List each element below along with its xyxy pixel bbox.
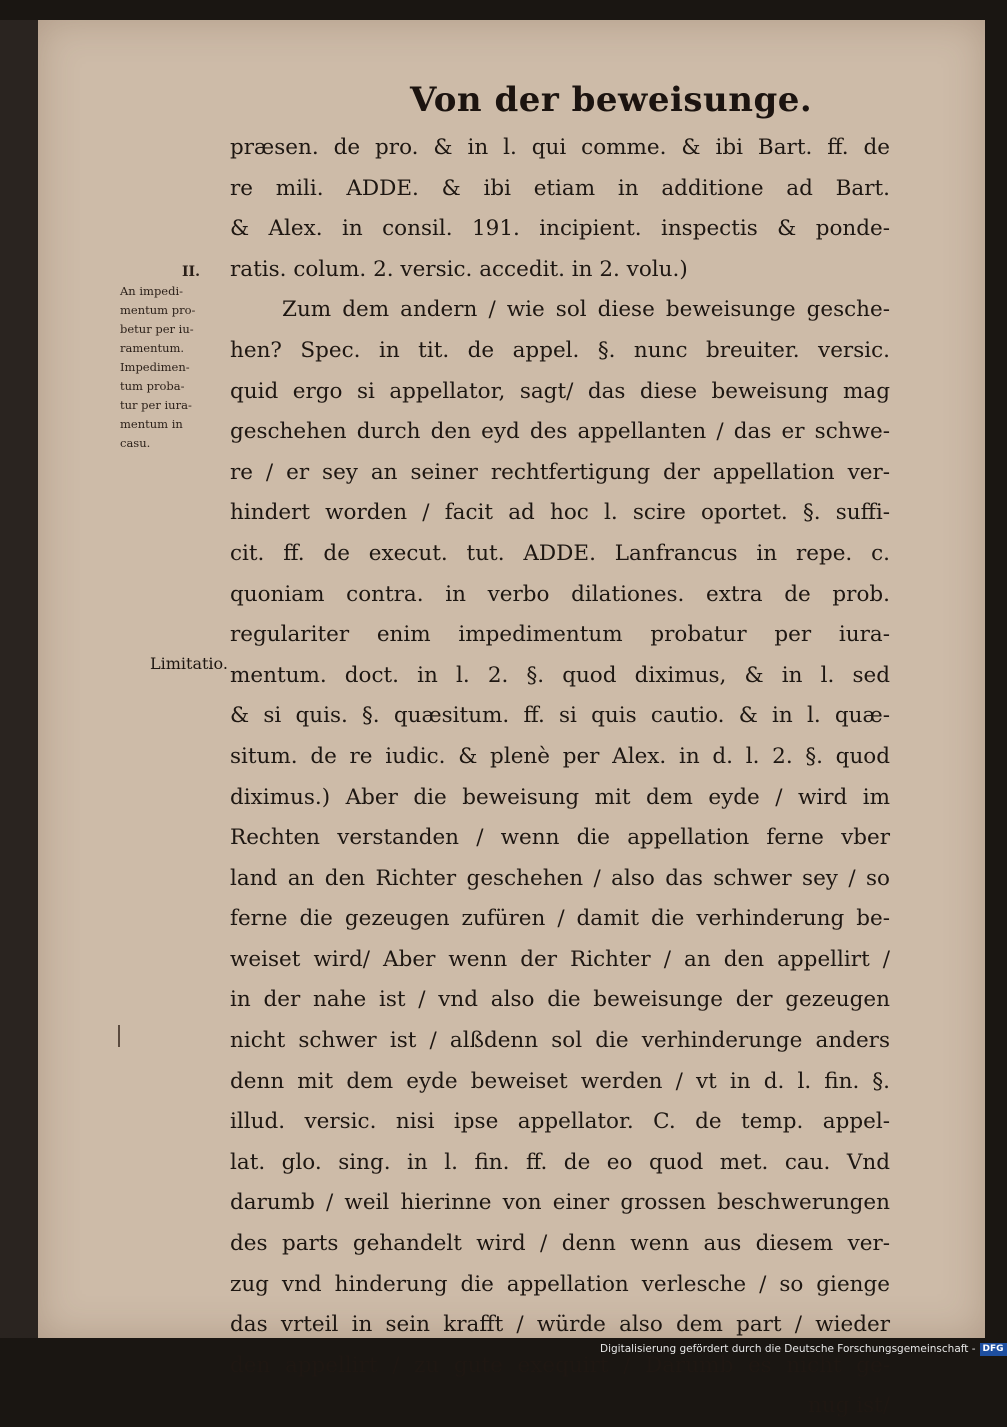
text-line: Zum dem andern / wie sol diese beweisunge gesche- (282, 297, 890, 323)
text-line: den appellirt / zu gute exequirt / Darumb es nicht ge- (230, 1352, 890, 1378)
margin-note-line: ramentum. (120, 341, 185, 355)
text-line: diximus.) Aber die beweisung mit dem eyde / wird im (230, 784, 890, 810)
text-line: re / er sey an seiner rechtfertigung der appellation ver- (230, 459, 890, 485)
text-line: nicht schwer ist / alßdenn sol die verhinderunge anders (230, 1028, 890, 1054)
text-line: denn mit dem eyde beweiset werden / vt in d. l. fin. §. (230, 1068, 890, 1094)
margin-note-line: casu. (120, 436, 151, 450)
text-line: & Alex. in consil. 191. incipient. inspectis & ponde- (230, 216, 890, 242)
margin-note-line: Impedimen- (120, 360, 190, 374)
text-line: zug vnd hinderung die appellation verlesche / so gienge (230, 1271, 890, 1297)
text-line: mentum. doct. in l. 2. §. quod diximus, & in l. sed (230, 662, 890, 688)
margin-note-line: An impedi- (120, 284, 184, 298)
text-line: quoniam contra. in verbo dilationes. extra de prob. (230, 581, 890, 607)
text-line: illud. versic. nisi ipse appellator. C. de temp. appel- (230, 1109, 890, 1135)
margin-note-line: tum proba- (120, 379, 185, 393)
text-line: ferne die gezeugen zufüren / damit die verhinderung be- (230, 906, 890, 932)
margin-note-line: tur per iura- (120, 398, 192, 412)
credit-text: Digitalisierung gefördert durch die Deutsche Forschungsgemeinschaft - (600, 1343, 976, 1355)
text-line: re mili. ADDE. & ibi etiam in additione ad Bart. (230, 175, 890, 201)
running-head: Von der beweisunge. (410, 80, 813, 120)
text-line: & si quis. §. quæsitum. ff. si quis cautio. & in l. quæ- (230, 703, 890, 729)
text-line: præsen. de pro. & in l. qui comme. & ibi Bart. ff. de (230, 135, 890, 160)
text-line: darumb / weil hierinne von einer grossen beschwerungen (230, 1190, 890, 1216)
text-line: des parts gehandelt wird / denn wenn aus diesem ver- (230, 1231, 890, 1257)
text-line: situm. de re iudic. & plenè per Alex. in d. l. 2. §. quod (230, 743, 890, 769)
margin-mark (118, 1025, 120, 1047)
margin-note-limitatio: Limitatio. (150, 654, 228, 673)
text-line: cit. ff. de execut. tut. ADDE. Lanfrancus in repe. c. (230, 540, 890, 566)
text-line: quid ergo si appellator, sagt/ das diese beweisung mag (230, 378, 890, 404)
text-line: geschehen durch den eyd des appellanten / das er schwe- (230, 419, 890, 445)
text-line: hindert worden / facit ad hoc l. scire oportet. §. suffi- (230, 500, 890, 526)
text-line: regulariter enim impedimentum probatur per iura- (230, 622, 890, 648)
catchword-line: nug ist/ (807, 1393, 890, 1419)
text-line: hen? Spec. in tit. de appel. §. nunc breuiter. versic. (230, 337, 890, 363)
digitization-credit (600, 1339, 1004, 1359)
margin-note-line: betur per iu- (120, 322, 194, 336)
book-gutter (0, 20, 38, 1338)
text-line: ratis. colum. 2. versic. accedit. in 2. volu.) (230, 256, 688, 282)
text-line: das vrteil in sein krafft / würde also dem part / wieder (230, 1312, 890, 1338)
margin-note-number: II. (182, 264, 200, 280)
text-line: lat. glo. sing. in l. fin. ff. de eo quod met. cau. Vnd (230, 1149, 890, 1175)
body-text (230, 128, 890, 1427)
text-line: Rechten verstanden / wenn die appellation ferne vber (230, 825, 890, 851)
text-line: in der nahe ist / vnd also die beweisunge der gezeugen (230, 987, 890, 1013)
margin-note-line: mentum in (120, 417, 183, 431)
text-line: land an den Richter geschehen / also das schwer sey / so (230, 865, 890, 891)
margin-note-line: mentum pro- (120, 303, 196, 317)
dfg-logo: DFG (980, 1343, 1007, 1356)
text-line: weiset wird/ Aber wenn der Richter / an den appellirt / (230, 946, 890, 972)
